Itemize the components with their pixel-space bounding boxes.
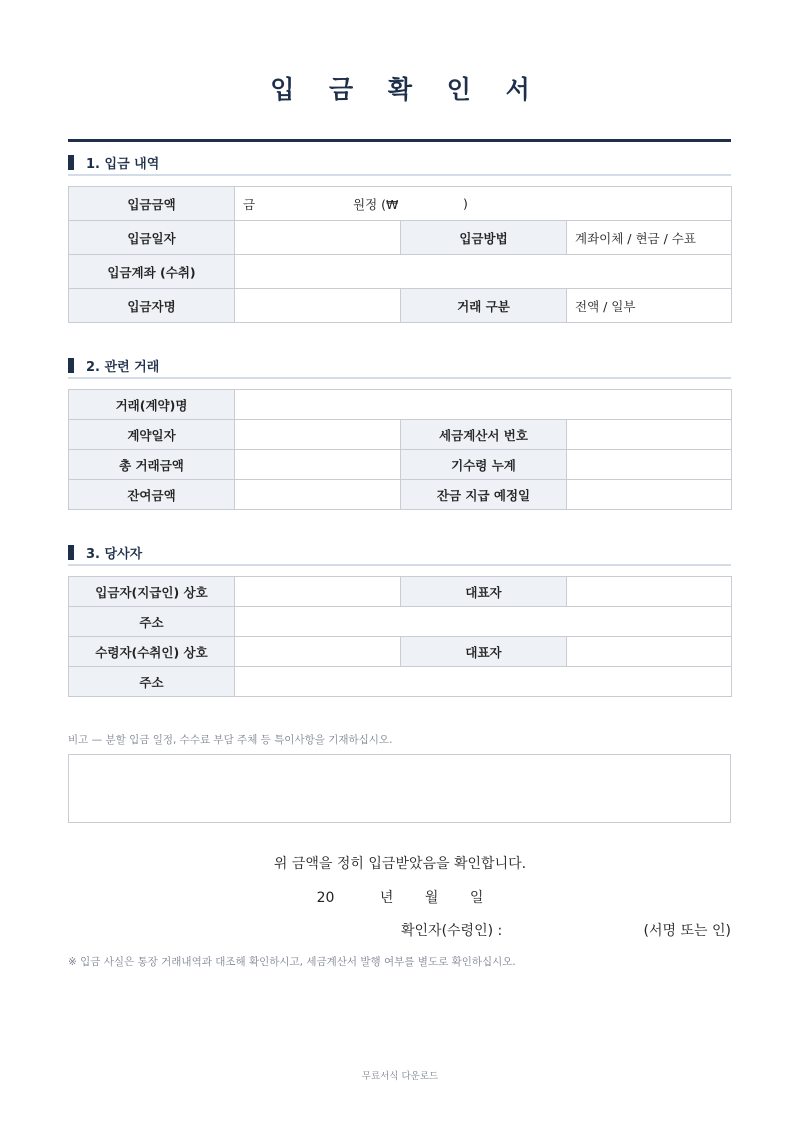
payee-rep-field[interactable] [567,637,732,667]
table-row [69,390,732,420]
table-row [69,187,732,221]
amount-suffix: 원정 (₩ [353,196,399,212]
amount-field[interactable] [235,187,732,221]
deposit-account-label: 입금계좌 (수취) [69,255,235,289]
table-row [69,420,732,450]
section-header [68,544,731,566]
payer-rep-field[interactable] [567,577,732,607]
day-unit: 일 [469,890,484,906]
transaction-type-field[interactable]: 전액 / 일부 [567,289,732,323]
table-row [69,667,732,697]
title-divider [68,139,731,142]
balance-due-date-field[interactable] [567,480,732,510]
remarks-field[interactable] [68,754,731,823]
invoice-number-field[interactable] [567,420,732,450]
payee-address-field[interactable] [235,667,732,697]
payee-rep-label: 대표자 [401,637,567,667]
table-row [69,255,732,289]
deposit-method-label: 입금방법 [401,221,567,255]
section-related-transaction [68,357,731,510]
amount-prefix: 금 [243,196,256,212]
table-row [69,607,732,637]
depositor-name-label: 입금자명 [69,289,235,323]
parties-table [68,576,732,697]
total-amount-label: 총 거래금액 [69,450,235,480]
signature-suffix: (서명 또는 인) [643,923,731,939]
amount-close: ) [463,196,468,211]
table-row [69,637,732,667]
payer-address-label: 주소 [69,607,235,637]
section-header [68,357,731,379]
section-marker [68,358,74,373]
received-cumulative-label: 기수령 누계 [401,450,567,480]
footnote: ※ 입금 사실은 통장 거래내역과 대조해 확인하시고, 세금계산서 발행 여부를 별도로 확인하십시오. [68,956,516,968]
section-marker [68,155,74,170]
remarks-label: 비고 — 분할 입금 일정, 수수료 부담 주체 등 특이사항을 기재하십시오. [68,734,393,746]
payer-name-label: 입금자(지급인) 상호 [69,577,235,607]
transaction-type-label: 거래 구분 [401,289,567,323]
payer-address-field[interactable] [235,607,732,637]
balance-field[interactable] [235,480,401,510]
year-prefix: 20 [316,890,335,906]
received-cumulative-field[interactable] [567,450,732,480]
year-unit: 년 [379,890,394,906]
contract-date-label: 계약일자 [69,420,235,450]
section-parties [68,544,731,697]
depositor-name-field[interactable] [235,289,401,323]
amount-label: 입금금액 [69,187,235,221]
balance-label: 잔여금액 [69,480,235,510]
deposit-method-field[interactable]: 계좌이체 / 현금 / 수표 [567,221,732,255]
contract-name-field[interactable] [235,390,732,420]
payee-name-field[interactable] [235,637,401,667]
contract-date-field[interactable] [235,420,401,450]
related-transaction-table [68,389,732,510]
section-marker [68,545,74,560]
total-amount-field[interactable] [235,450,401,480]
payer-name-field[interactable] [235,577,401,607]
payee-address-label: 주소 [69,667,235,697]
contract-name-label: 거래(계약)명 [69,390,235,420]
deposit-date-label: 입금일자 [69,221,235,255]
section-deposit-details [68,154,731,323]
section-header [68,154,731,176]
table-row [69,289,732,323]
footer-text: 무료서식 다운로드 [361,1071,439,1082]
table-row [69,221,732,255]
month-unit: 월 [424,890,439,906]
section-title: 2. 관련 거래 [86,359,160,375]
invoice-number-label: 세금계산서 번호 [401,420,567,450]
section-title: 3. 당사자 [86,546,143,562]
deposit-account-field[interactable] [235,255,732,289]
table-row [69,480,732,510]
table-row [69,577,732,607]
balance-due-date-label: 잔금 지급 예정일 [401,480,567,510]
date-line [0,887,800,907]
section-title: 1. 입금 내역 [86,156,160,172]
payee-name-label: 수령자(수취인) 상호 [69,637,235,667]
document-title: 입 금 확 인 서 [270,75,543,104]
deposit-date-field[interactable] [235,221,401,255]
payer-rep-label: 대표자 [401,577,567,607]
signature-label: 확인자(수령인) : [401,923,503,939]
confirmation-statement: 위 금액을 정히 입금받았음을 확인합니다. [273,856,527,872]
deposit-details-table [68,186,732,323]
table-row [69,450,732,480]
